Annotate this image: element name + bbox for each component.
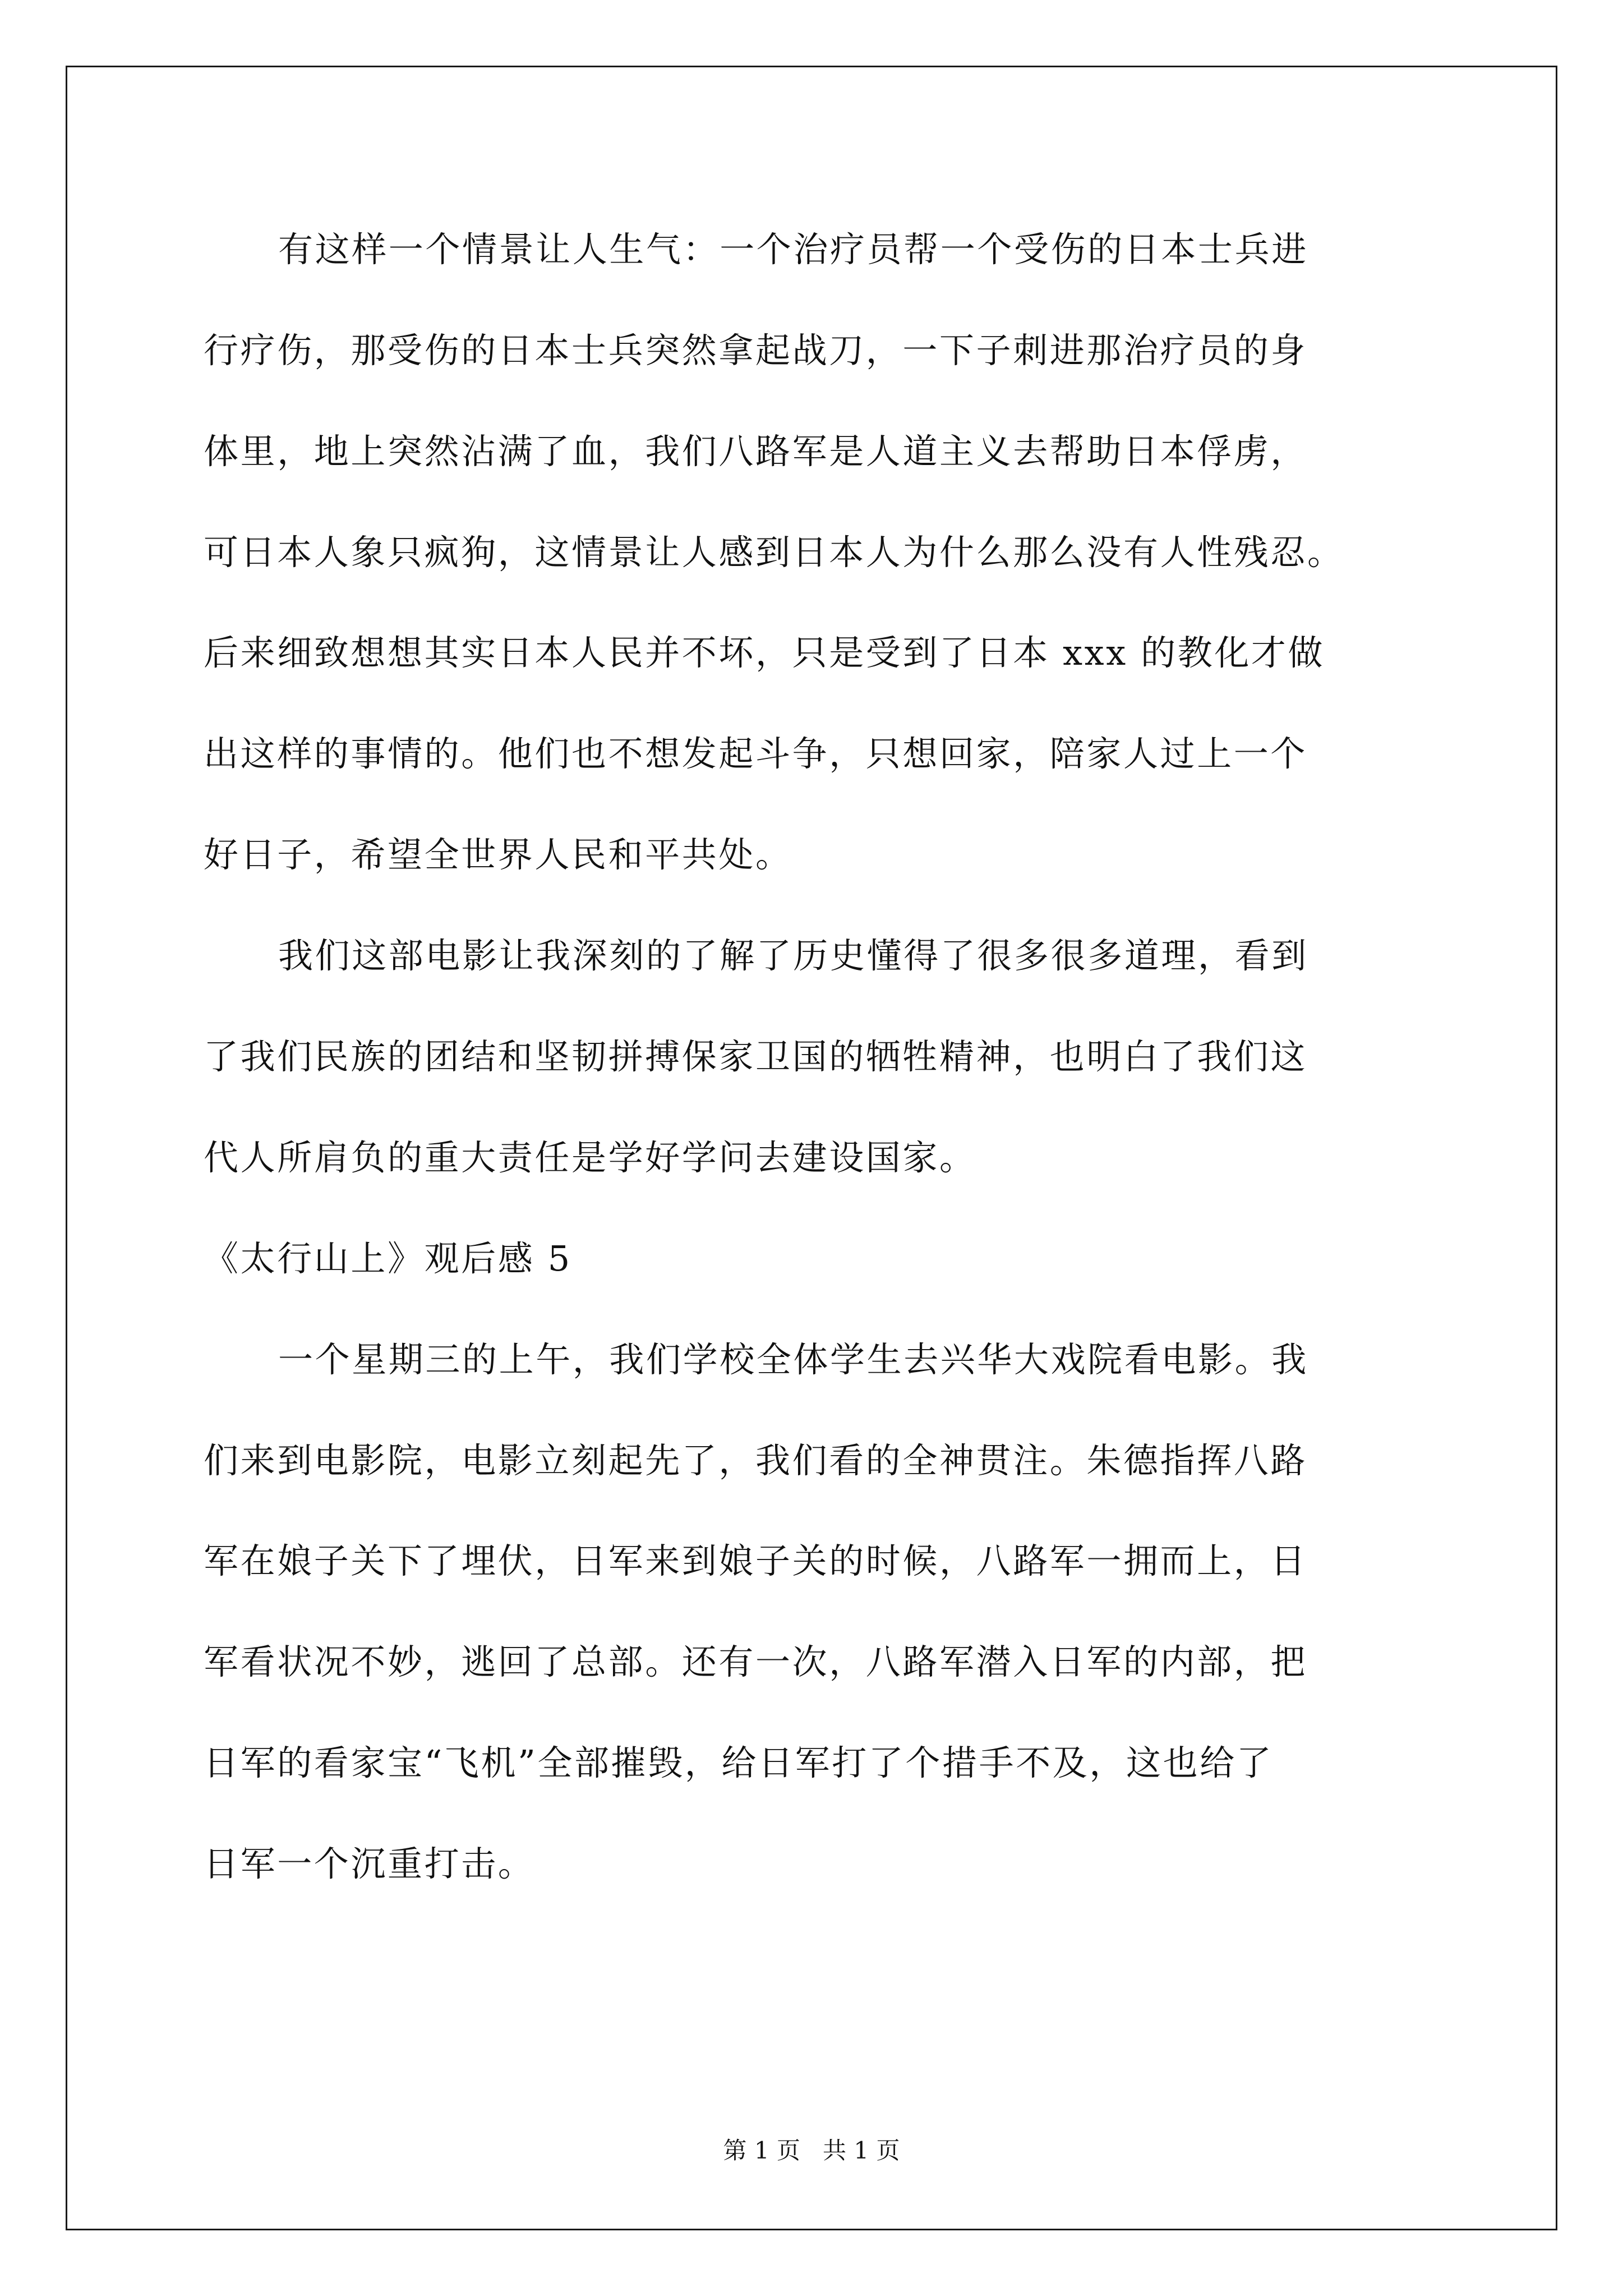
paragraph-line: 了我们民族的团结和坚韧拼搏保家卫国的牺牲精神，也明白了我们这 bbox=[204, 1036, 1308, 1077]
paragraph-line: 有这样一个情景让人生气：一个治疗员帮一个受伤的日本士兵进 bbox=[278, 229, 1308, 270]
paragraph-line: 们来到电影院，电影立刻起先了，我们看的全神贯注。朱德指挥八路 bbox=[204, 1440, 1308, 1481]
page-number-footer: 第 1 页 共 1 页 bbox=[723, 2137, 900, 2164]
paragraph-line: 体里，地上突然沾满了血，我们八路军是人道主义去帮助日本俘虏， bbox=[204, 431, 1308, 472]
paragraph-line: 我们这部电影让我深刻的了解了历史懂得了很多很多道理，看到 bbox=[278, 935, 1308, 976]
paragraph-line: 出这样的事情的。他们也不想发起斗争，只想回家，陪家人过上一个 bbox=[204, 733, 1308, 774]
paragraph-line: 军在娘子关下了埋伏，日军来到娘子关的时候，八路军一拥而上，日 bbox=[204, 1540, 1308, 1581]
paragraph-line: 可日本人象只疯狗，这情景让人感到日本人为什么那么没有人性残忍。 bbox=[204, 532, 1344, 573]
paragraph-line: 后来细致想想其实日本人民并不坏，只是受到了日本 xxx 的教化才做 bbox=[204, 632, 1325, 673]
paragraph-line: 军看状况不妙，逃回了总部。还有一次，八路军潜入日军的内部，把 bbox=[204, 1641, 1308, 1682]
paragraph-line: 日军的看家宝“飞机”全部摧毁，给日军打了个措手不及，这也给了 bbox=[204, 1742, 1274, 1783]
paragraph-line: 代人所肩负的重大责任是学好学问去建设国家。 bbox=[204, 1137, 976, 1178]
paragraph-line: 日军一个沉重打击。 bbox=[204, 1843, 535, 1884]
paragraph-line: 一个星期三的上午，我们学校全体学生去兴华大戏院看电影。我 bbox=[278, 1339, 1308, 1380]
paragraph-line: 行疗伤，那受伤的日本士兵突然拿起战刀，一下子刺进那治疗员的身 bbox=[204, 330, 1308, 371]
section-heading: 《太行山上》观后感 5 bbox=[204, 1238, 572, 1279]
paragraph-line: 好日子，希望全世界人民和平共处。 bbox=[204, 834, 792, 875]
